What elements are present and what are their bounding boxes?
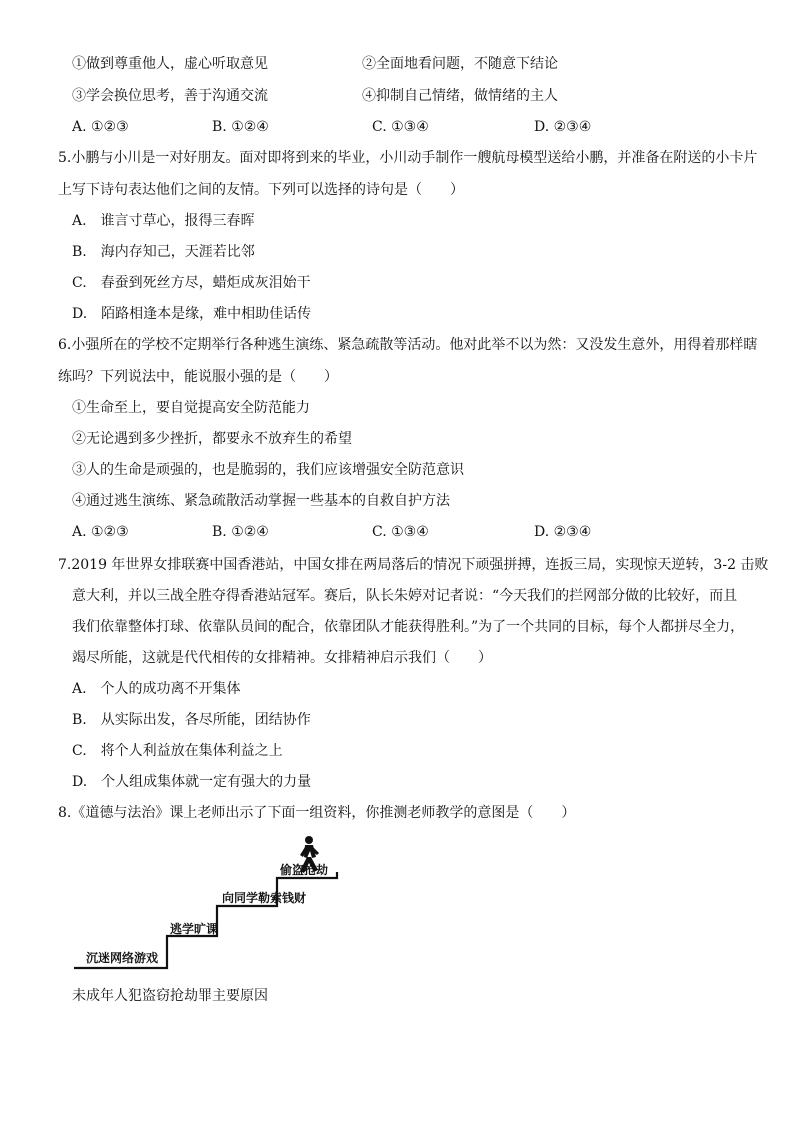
q7-option-c[interactable]: C. 将个人利益放在集体利益之上 xyxy=(72,743,283,759)
step-label-4: 偷盗抢劫 xyxy=(280,863,329,877)
q6-stem-line-1: 6.小强所在的学校不定期举行各种逃生演练、紧急疏散等活动。他对此举不以为然：又没发生意外，用得着那样瞎 xyxy=(58,337,758,353)
q4-option-d[interactable]: D. ②③④ xyxy=(534,119,592,135)
q7-stem-line-2: 意大利，并以三战全胜夺得香港站冠军。赛后，队长朱婷对记者说：“今天我们的拦网部分做的比较好，而且 xyxy=(72,588,738,604)
q5-option-d[interactable]: D. 陌路相逢本是缘，难中相助佳话传 xyxy=(72,306,312,322)
q4-option-a[interactable]: A. ①②③ xyxy=(72,119,129,135)
q6-option-b[interactable]: B. ①②④ xyxy=(212,524,269,540)
q7-option-d[interactable]: D. 个人组成集体就一定有强大的力量 xyxy=(72,774,312,790)
q4-option-b[interactable]: B. ①②④ xyxy=(212,119,269,135)
q6-option-c[interactable]: C. ①③④ xyxy=(372,524,429,540)
figure-caption: 未成年人犯盗窃抢劫罪主要原因 xyxy=(72,988,268,1004)
q7-option-b[interactable]: B. 从实际出发，各尽所能，团结协作 xyxy=(72,712,311,728)
q7-stem-line-1: 7.2019 年世界女排联赛中国香港站，中国女排在两局落后的情况下顽强拼搏，连扳三局，实现惊天逆转，3-2 击败 xyxy=(58,557,769,573)
q6-option-d[interactable]: D. ②③④ xyxy=(534,524,592,540)
q7-option-a[interactable]: A. 个人的成功离不开集体 xyxy=(72,681,241,697)
step-label-1: 沉迷网络游戏 xyxy=(86,951,159,965)
q7-stem-line-4: 竭尽所能，这就是代代相传的女排精神。女排精神启示我们（ ） xyxy=(72,650,492,666)
q4-statement-3: ③学会换位思考，善于沟通交流 xyxy=(72,88,268,104)
q5-option-a[interactable]: A. 谁言寸草心，报得三春晖 xyxy=(72,213,255,229)
q5-option-c[interactable]: C. 春蚕到死丝方尽，蜡炬成灰泪始干 xyxy=(72,275,311,291)
q8-stem: 8.《道德与法治》课上老师出示了下面一组资料，你推测老师教学的意图是（ ） xyxy=(58,805,576,821)
q5-option-b[interactable]: B. 海内存知己，天涯若比邻 xyxy=(72,244,255,260)
q6-stem-line-2: 练吗？下列说法中，能说服小强的是（ ） xyxy=(58,369,338,385)
staircase-figure xyxy=(72,836,372,976)
q6-statement-4: ④通过逃生演练、紧急疏散活动掌握一些基本的自救自护方法 xyxy=(72,493,450,509)
q5-stem-line-1: 5.小鹏与小川是一对好朋友。面对即将到来的毕业，小川动手制作一艘航母模型送给小鹏，并准备在附送的小卡片 xyxy=(58,150,758,166)
q6-statement-3: ③人的生命是顽强的，也是脆弱的，我们应该增强安全防范意识 xyxy=(72,462,464,478)
q6-option-a[interactable]: A. ①②③ xyxy=(72,524,129,540)
q6-statement-1: ①生命至上，要自觉提高安全防范能力 xyxy=(72,400,310,416)
q6-statement-2: ②无论遇到多少挫折，都要永不放弃生的希望 xyxy=(72,431,352,447)
q4-option-c[interactable]: C. ①③④ xyxy=(372,119,429,135)
step-label-2: 逃学旷课 xyxy=(170,922,219,936)
q4-statement-1: ①做到尊重他人，虚心听取意见 xyxy=(72,56,268,72)
q7-stem-line-3: 我们依靠整体打球、依靠队员间的配合，依靠团队才能获得胜利。”为了一个共同的目标，每个人都拼尽全力， xyxy=(72,619,745,635)
q4-statement-4: ④抑制自己情绪，做情绪的主人 xyxy=(362,88,558,104)
q5-stem-line-2: 上写下诗句表达他们之间的友情。下列可以选择的诗句是（ ） xyxy=(58,182,464,198)
q4-statement-2: ②全面地看问题，不随意下结论 xyxy=(362,56,558,72)
step-label-3: 向同学勒索钱财 xyxy=(222,891,307,905)
